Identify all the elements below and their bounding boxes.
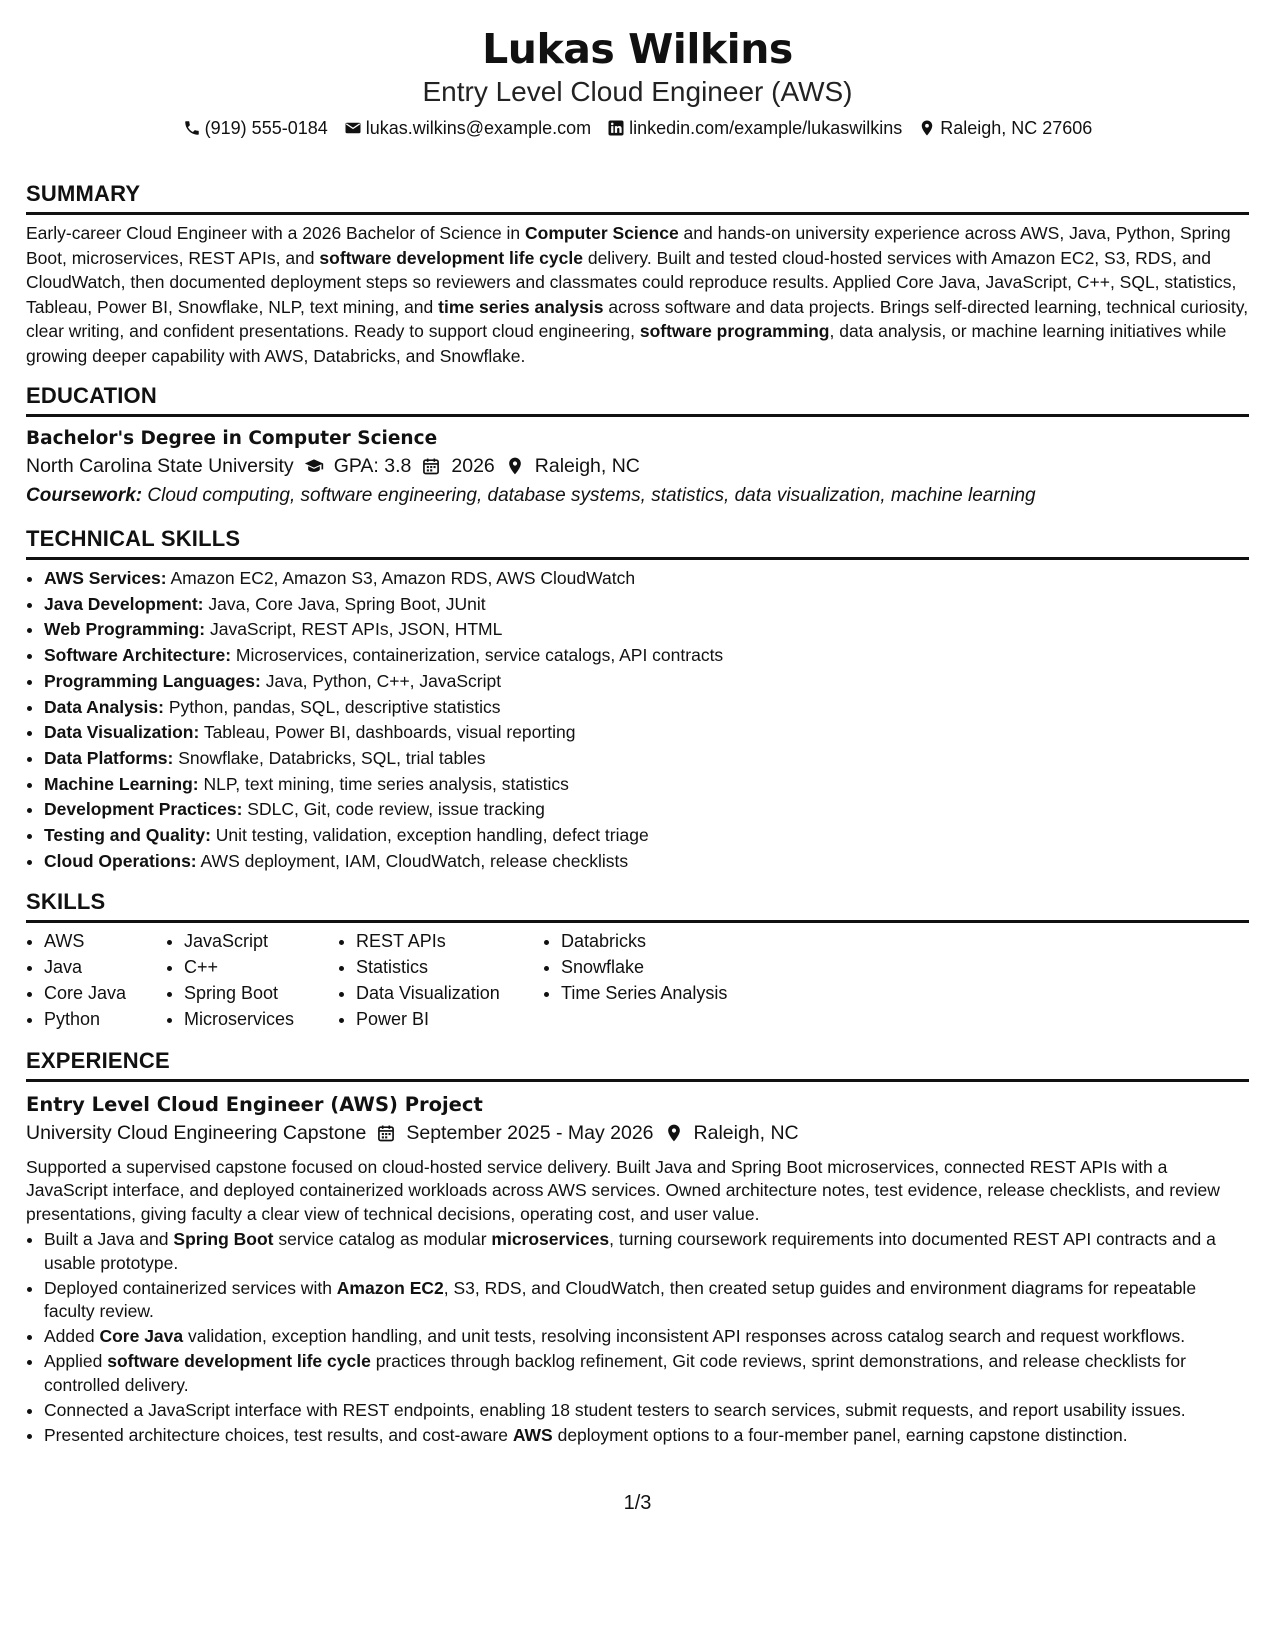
skill-category-label: Data Analysis:: [44, 696, 164, 717]
skill-category-value: Unit testing, validation, exception handling, defect triage: [210, 825, 649, 846]
phone-icon: [183, 119, 201, 137]
technical-skill-item: [44, 669, 1249, 695]
job-organization: University Cloud Engineering Capstone: [26, 1121, 367, 1144]
graduation-cap-icon: [304, 456, 324, 476]
skills-column: [26, 929, 166, 1032]
skill-category-label: Testing and Quality:: [44, 825, 211, 846]
envelope-icon: [344, 119, 362, 137]
skill-item: • C++: [184, 955, 338, 981]
section-heading-education: EDUCATION: [26, 382, 1249, 417]
skill-category-label: Data Visualization:: [44, 722, 200, 743]
education-section: [26, 382, 1249, 511]
candidate-role: Entry Level Cloud Engineer (AWS): [422, 76, 853, 107]
contact-line: [26, 116, 1249, 140]
skill-category-label: Software Architecture:: [44, 645, 232, 666]
candidate-name: Lukas Wilkins: [482, 25, 793, 73]
bullet-text: Applied: [44, 1351, 108, 1372]
education-location: Raleigh, NC: [534, 455, 640, 477]
skill-category-label: AWS Services:: [44, 568, 167, 588]
bullet-text: Connected a JavaScript interface with REST endpoints, enabling 18 student testers to search services, submit requests, and report usability issues.: [44, 1399, 1186, 1420]
skill-category-label: Web Programming:: [44, 619, 206, 640]
skills-column: [543, 929, 761, 1032]
job-bullet: [44, 1325, 1249, 1349]
skill-item: • Power BI: [356, 1007, 543, 1033]
technical-skill-item: [44, 566, 1249, 592]
skills-section: [26, 888, 1249, 1032]
skill-category-value: Java, Core Java, Spring Boot, JUnit: [203, 593, 486, 614]
technical-skill-item: [44, 592, 1249, 618]
skill-category-value: Java, Python, C++, JavaScript: [260, 670, 502, 691]
skill-category-value: Tableau, Power BI, dashboards, visual reporting: [199, 722, 576, 743]
summary-bold-text: time series analysis: [438, 296, 604, 317]
summary-bold-text: software development life cycle: [319, 247, 583, 268]
coursework-label: Coursework:: [26, 485, 143, 506]
skill-category-label: Cloud Operations:: [44, 850, 197, 871]
email-text: lukas.wilkins@example.com: [365, 118, 592, 138]
school-name: North Carolina State University: [26, 455, 294, 477]
calendar-icon: [421, 456, 441, 476]
bullet-text: , turning coursework requirements into documented REST API contracts and a usable prototype.: [44, 1229, 1216, 1273]
skill-item: • Spring Boot: [184, 981, 338, 1007]
technical-skill-item: [44, 849, 1249, 875]
bullet-text: Presented architecture choices, test results, and cost-aware: [44, 1424, 513, 1445]
phone-text: (919) 555-0184: [204, 118, 328, 138]
skill-category-label: Java Development:: [44, 593, 204, 614]
bullet-text: validation, exception handling, and unit tests, resolving inconsistent API responses across catalog search and request workflows.: [183, 1326, 1186, 1347]
skill-item: • AWS: [44, 929, 166, 955]
contact-email[interactable]: [344, 116, 591, 140]
skill-category-value: JavaScript, REST APIs, JSON, HTML: [205, 619, 503, 640]
bullet-bold-text: software development life cycle: [107, 1351, 371, 1372]
job-meta: [26, 1118, 1249, 1148]
section-heading-skills: SKILLS: [26, 888, 1249, 923]
technical-skill-item: [44, 823, 1249, 849]
summary-text: across software and data projects. Brings self-directed learning, technical curiosity, clear writing, and confident presentations. Ready to support cloud engineering,: [26, 296, 1249, 341]
bullet-bold-text: Spring Boot: [173, 1229, 274, 1250]
job-bullet: [44, 1350, 1249, 1397]
skill-item: • Time Series Analysis: [561, 981, 761, 1007]
bullet-text: deployment options to a four-member panel, earning capstone distinction.: [552, 1424, 1128, 1445]
skill-item: • Statistics: [356, 955, 543, 981]
skills-columns: [26, 929, 1249, 1032]
bullet-text: , S3, RDS, and CloudWatch, then created setup guides and environment diagrams for repeatable faculty review.: [44, 1277, 1197, 1322]
resume-page: [26, 0, 1249, 1449]
section-heading-technical-skills: TECHNICAL SKILLS: [26, 525, 1249, 560]
technical-skills-section: [26, 525, 1249, 874]
skill-item: • Python: [44, 1007, 166, 1033]
skill-category-label: Machine Learning:: [44, 773, 199, 794]
summary-text: and hands-on university experience across AWS, Java, Python, Spring Boot, microservices, REST APIs, and: [26, 223, 1231, 268]
section-heading-experience: EXPERIENCE: [26, 1047, 1249, 1082]
summary-text: [26, 221, 1249, 368]
summary-text: , data analysis, or machine learning initiatives while growing deeper capability with AWS, Databricks, and Snowflake.: [26, 321, 1227, 366]
gpa-text: GPA: 3.8: [333, 455, 412, 477]
skills-column: [338, 929, 543, 1032]
technical-skill-item: [44, 720, 1249, 746]
education-meta: [26, 451, 1249, 481]
coursework-text: Cloud computing, software engineering, database systems, statistics, data visualization, machine learning: [142, 485, 1036, 506]
skill-item: • JavaScript: [184, 929, 338, 955]
technical-skill-item: [44, 643, 1249, 669]
skill-item: • Core Java: [44, 981, 166, 1007]
bullet-bold-text: Amazon EC2: [336, 1277, 444, 1298]
linkedin-icon: [607, 119, 625, 137]
job-bullets: [26, 1228, 1249, 1447]
contact-linkedin[interactable]: [607, 116, 902, 140]
page-number: 1/3: [623, 1492, 652, 1514]
bullet-text: Built a Java and: [44, 1229, 174, 1250]
summary-bold-text: Computer Science: [525, 223, 679, 243]
section-heading-summary: SUMMARY: [26, 180, 1249, 215]
skill-category-value: Snowflake, Databricks, SQL, trial tables: [173, 747, 486, 768]
bullet-text: Added: [44, 1326, 100, 1347]
technical-skill-item: [44, 746, 1249, 772]
degree-title: Bachelor's Degree in Computer Science: [26, 428, 438, 449]
linkedin-text: linkedin.com/example/lukaswilkins: [629, 118, 903, 138]
job-description: Supported a supervised capstone focused on cloud-hosted service delivery. Built Java and Spring Boot microservices, connected REST APIs with a JavaScript interface, and deployed containerized workloads across AWS services. Owned architecture notes, test evidence, release checklists, and review presentations, giving faculty a clear view of technical decisions, operating cost, and user value.: [26, 1156, 1220, 1224]
skill-category-value: Microservices, containerization, service catalogs, API contracts: [231, 645, 724, 666]
skill-category-value: SDLC, Git, code review, issue tracking: [242, 799, 545, 820]
bullet-bold-text: Core Java: [99, 1326, 184, 1347]
skill-item: • REST APIs: [356, 929, 543, 955]
calendar-icon: [376, 1123, 396, 1143]
map-marker-icon: [664, 1123, 684, 1143]
skills-column: [166, 929, 338, 1032]
summary-text: Early-career Cloud Engineer with a 2026 Bachelor of Science in: [26, 223, 526, 243]
job-bullet: [44, 1277, 1249, 1324]
coursework-line: [26, 481, 1249, 511]
technical-skill-item: [44, 617, 1249, 643]
experience-section: [26, 1047, 1249, 1448]
summary-bold-text: software programming: [639, 321, 830, 341]
skill-item: • Data Visualization: [356, 981, 543, 1007]
skill-category-value: Amazon EC2, Amazon S3, Amazon RDS, AWS CloudWatch: [166, 568, 636, 588]
skill-category-value: Python, pandas, SQL, descriptive statistics: [163, 696, 501, 717]
skill-category-value: AWS deployment, IAM, CloudWatch, release checklists: [196, 850, 629, 871]
contact-phone[interactable]: [183, 116, 328, 140]
job-bullet: [44, 1399, 1249, 1423]
location-text: Raleigh, NC 27606: [940, 118, 1093, 138]
job-location: Raleigh, NC: [693, 1121, 799, 1144]
skill-category-value: NLP, text mining, time series analysis, statistics: [198, 773, 569, 794]
skill-category-label: Development Practices:: [44, 799, 243, 820]
technical-skill-item: [44, 772, 1249, 798]
skill-item: • Databricks: [561, 929, 761, 955]
graduation-year: 2026: [451, 455, 495, 477]
contact-location: [918, 116, 1092, 140]
job-bullet: [44, 1424, 1249, 1448]
job-bullet: [44, 1228, 1249, 1275]
bullet-bold-text: microservices: [491, 1229, 610, 1250]
bullet-bold-text: AWS: [512, 1424, 553, 1445]
summary-text: delivery. Built and tested cloud-hosted services with Amazon EC2, S3, RDS, and CloudWatch, then documented deployment steps so reviewers and classmates could reproduce results. Applied Core Java, JavaScript, C++, SQL, statistics, Tableau, Power BI, Snowflake, NLP, text mining, and: [26, 247, 1237, 317]
skill-item: • Snowflake: [561, 955, 761, 981]
skill-category-label: Data Platforms:: [44, 747, 174, 768]
job-dates: September 2025 - May 2026: [406, 1121, 654, 1144]
map-marker-icon: [918, 119, 936, 137]
map-marker-icon: [505, 456, 525, 476]
skill-category-label: Programming Languages:: [44, 670, 261, 691]
skill-item: • Microservices: [184, 1007, 338, 1033]
bullet-text: practices through backlog refinement, Git code reviews, sprint demonstrations, and release checklists for controlled delivery.: [44, 1351, 1186, 1395]
technical-skill-item: [44, 695, 1249, 721]
summary-section: [26, 180, 1249, 368]
bullet-text: Deployed containerized services with: [44, 1277, 337, 1298]
technical-skill-item: [44, 797, 1249, 823]
technical-skills-list: [26, 566, 1249, 874]
bullet-text: service catalog as modular: [273, 1229, 492, 1250]
skill-item: • Java: [44, 955, 166, 981]
job-title: Entry Level Cloud Engineer (AWS) Project: [26, 1092, 483, 1116]
